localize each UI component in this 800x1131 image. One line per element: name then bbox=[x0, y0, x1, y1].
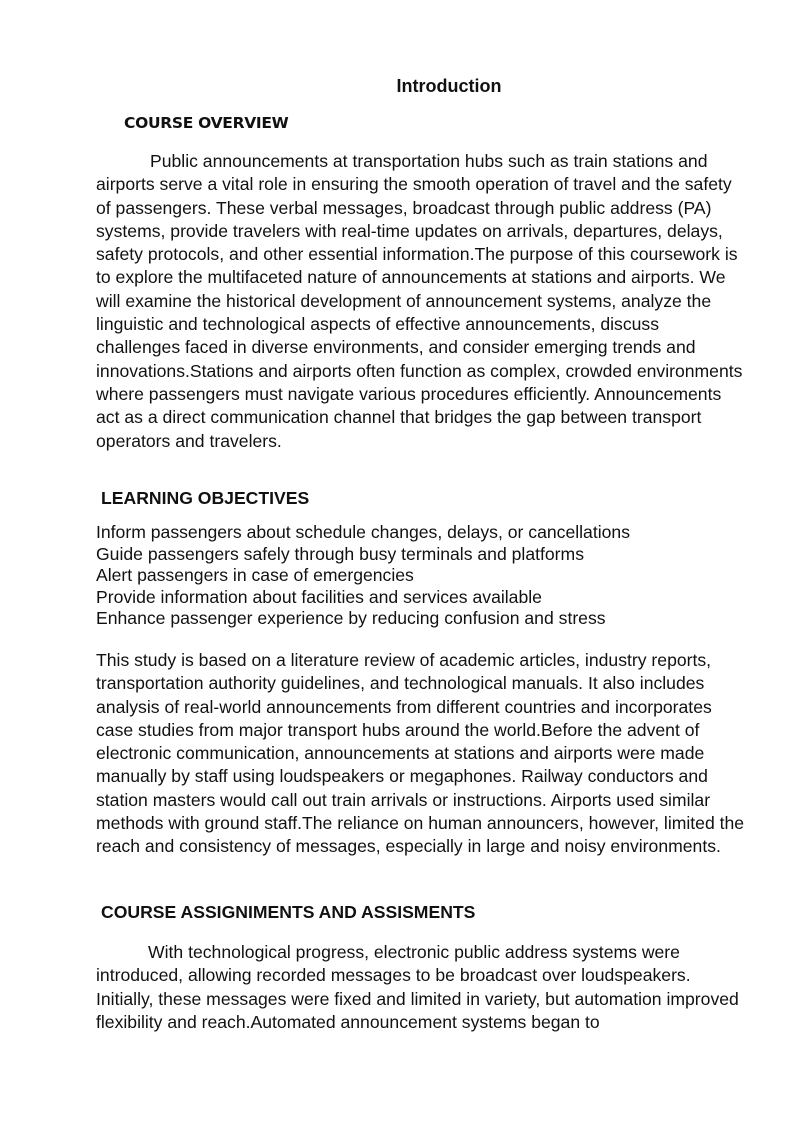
list-item: Inform passengers about schedule changes, delays, or cancellations bbox=[96, 522, 630, 542]
study-method-paragraph: This study is based on a literature review of academic articles, industry reports, transportation authority guidelines, and technological manuals. It also includes analysis of real-world announcements from different countries and incorporates case studies from major transport hubs around the world.Before the advent of electronic communication, announcements at stations and airports were made manually by staff using loudspeakers or megaphones. Railway conductors and station masters would call out train arrivals or instructions. Airports used similar methods with ground staff.The reliance on human announcers, however, limited the reach and consistency of messages, especially in large and noisy environments. bbox=[96, 650, 745, 857]
course-overview-text: Public announcements at transportation hubs such as train stations and airports serve a vital role in ensuring the smooth operation of travel and the safety of passengers. These verbal messages, broadcast through public address (PA) systems, provide travelers with real-time updates on arrivals, departures, delays, safety protocols, and other essential information.The purpose of this coursework is to explore the multifaceted nature of announcements at stations and airports. We will examine the historical development of announcement systems, analyze the linguistic and technological aspects of effective announcements, discuss challenges faced in diverse environments, and consider emerging trends and innovations.Stations and airports often function as complex, crowded environments where passengers must navigate various procedures efficiently. Announcements act as a direct communication channel that bridges the gap between transport operators and travelers. bbox=[96, 151, 743, 451]
list-item: Guide passengers safely through busy terminals and platforms bbox=[96, 543, 584, 564]
assignments-paragraph bbox=[96, 941, 748, 1034]
assignments-text: With technological progress, electronic public address systems were introduced, allowing recorded messages to be broadcast over loudspeakers. Initially, these messages were fixed and limited in variety, but automation improved flexibility and reach.Automated announcement systems began to bbox=[96, 942, 739, 1032]
assignments-heading: COURSE ASSIGNIMENTS AND ASSISMENTS bbox=[101, 902, 476, 922]
learning-objectives-heading: LEARNING OBJECTIVES bbox=[101, 488, 310, 508]
list-item: Alert passengers in case of emergencies bbox=[96, 565, 414, 586]
list-item: Enhance passenger experience by reducing confusion and stress bbox=[96, 608, 606, 629]
list-item: Provide information about facilities and services available bbox=[96, 586, 542, 607]
course-overview-heading: COURSE OVERVIEW bbox=[124, 114, 289, 132]
page-title: Introduction bbox=[396, 76, 502, 96]
course-overview-paragraph bbox=[96, 150, 748, 453]
learning-objectives-list bbox=[96, 522, 630, 630]
